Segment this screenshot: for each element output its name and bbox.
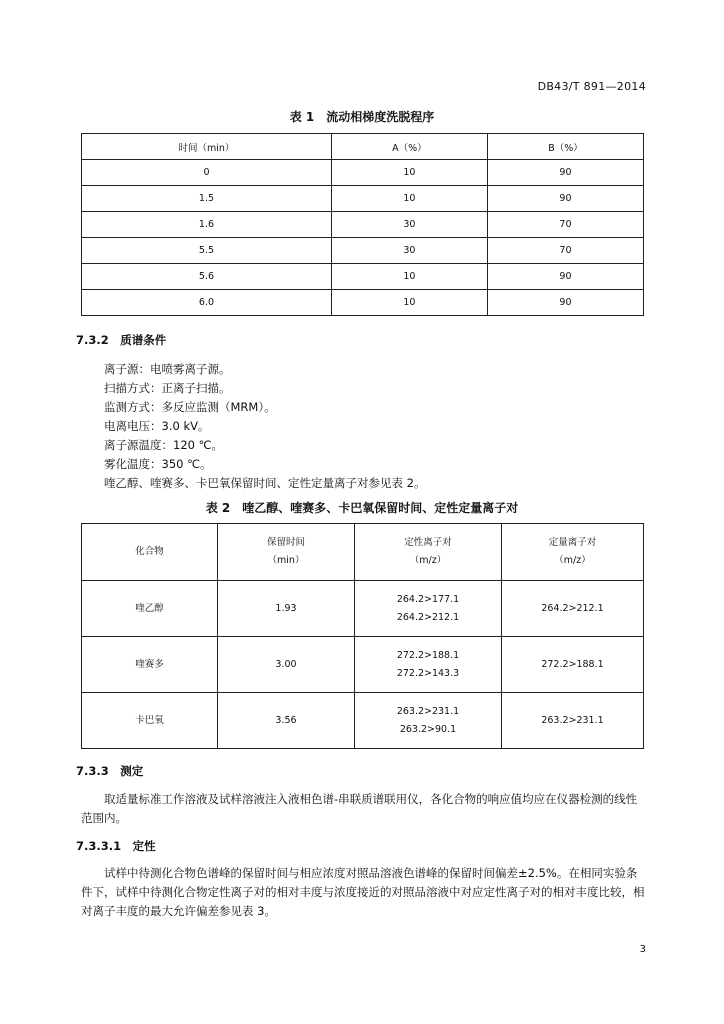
page-number: 3 [639,944,646,955]
ion-pair: 264.2>177.1 [396,593,460,605]
table-row [82,290,644,316]
compound-name: 喹乙醇 [82,581,218,637]
retention-time: 3.00 [218,637,355,693]
qualitative-ion-pairs [355,581,502,637]
ion-pair: 272.2>143.3 [396,667,460,679]
list-item: 扫描方式：正离子扫描。 [104,381,231,395]
table-cell: 10 [331,290,487,316]
column-header-quantitative-ion-pair [502,524,644,581]
section-7-3-3-1-paragraph: 试样中待测化合物色谱峰的保留时间与相应浓度对照品溶液色谱峰的保留时间偏差±2.5%。在相同实验条件下，试样中待测化合物定性离子对的相对丰度与浓度接近的对照品溶液中对应定性离子对的相对丰度比较，相对离子丰度的最大允许偏差参见表 3。 [81,866,645,918]
table-row [82,693,644,749]
section-heading-7-3-2: 7.3.2 质谱条件 [76,333,167,347]
table-cell: 10 [331,186,487,212]
section-heading-7-3-3: 7.3.3 测定 [76,764,144,778]
column-header-b: B（%） [487,134,643,160]
list-item: 雾化温度：350 ℃。 [104,457,212,471]
document-code: DB43/T 891—2014 [537,80,646,93]
table-cell: 0 [82,160,332,186]
table-cell: 70 [487,212,643,238]
ion-pairs-table [81,523,644,749]
header-unit: （m/z） [554,555,591,566]
table-row [82,238,644,264]
table-cell: 1.6 [82,212,332,238]
list-item: 电离电压：3.0 kV。 [104,419,210,433]
table-cell: 90 [487,186,643,212]
header-line: 保留时间 [266,537,305,548]
table-cell: 1.5 [82,186,332,212]
column-header-qualitative-ion-pair [355,524,502,581]
section-7-3-3-paragraph: 取适量标准工作溶液及试样溶液注入液相色谱-串联质谱联用仪，各化合物的响应值均应在仪器检测的线性范围内。 [81,792,638,825]
table-header-row [82,134,644,160]
table-cell: 5.6 [82,264,332,290]
table-row [82,581,644,637]
quantitative-ion-pair: 264.2>212.1 [502,581,644,637]
table-cell: 5.5 [82,238,332,264]
table-row [82,160,644,186]
ion-pair: 263.2>231.1 [396,705,460,717]
header-unit: （m/z） [409,555,447,566]
ms-conditions-list [104,360,425,493]
table-cell: 90 [487,160,643,186]
retention-time: 1.93 [218,581,355,637]
column-header-retention-time [218,524,355,581]
quantitative-ion-pair: 263.2>231.1 [502,693,644,749]
header-line: 定量离子对 [548,537,597,548]
table-cell: 10 [331,160,487,186]
table-cell: 70 [487,238,643,264]
table-cell: 10 [331,264,487,290]
table-cell: 30 [331,212,487,238]
gradient-table [81,133,644,316]
quantitative-ion-pair: 272.2>188.1 [502,637,644,693]
list-item: 监测方式：多反应监测（MRM）。 [104,400,276,414]
ion-pair: 263.2>90.1 [399,723,457,735]
table2-caption: 表 2 喹乙醇、喹赛多、卡巴氧保留时间、定性定量离子对 [205,501,519,515]
qualitative-ion-pairs [355,693,502,749]
table-row [82,212,644,238]
column-header-time: 时间（min） [82,134,332,160]
ion-pair: 272.2>188.1 [396,649,460,661]
compound-name: 卡巴氧 [82,693,218,749]
table-cell: 6.0 [82,290,332,316]
column-header-compound: 化合物 [82,524,218,581]
compound-name: 喹赛多 [82,637,218,693]
table-header-row [82,524,644,581]
list-item: 离子源温度：120 ℃。 [104,438,224,452]
header-line: 定性离子对 [404,537,452,548]
qualitative-ion-pairs [355,637,502,693]
table-row [82,186,644,212]
table-cell: 30 [331,238,487,264]
section-heading-7-3-3-1: 7.3.3.1 定性 [76,839,156,853]
list-item: 离子源：电喷雾离子源。 [104,362,231,376]
table-row [82,264,644,290]
table-cell: 90 [487,290,643,316]
column-header-a: A（%） [331,134,487,160]
header-unit: （min） [267,555,305,566]
list-item: 喹乙醇、喹赛多、卡巴氧保留时间、定性定量离子对参见表 2。 [104,476,426,490]
ion-pair: 264.2>212.1 [396,611,460,623]
table1-caption: 表 1 流动相梯度洗脱程序 [289,110,435,124]
retention-time: 3.56 [218,693,355,749]
table-row [82,637,644,693]
table-cell: 90 [487,264,643,290]
